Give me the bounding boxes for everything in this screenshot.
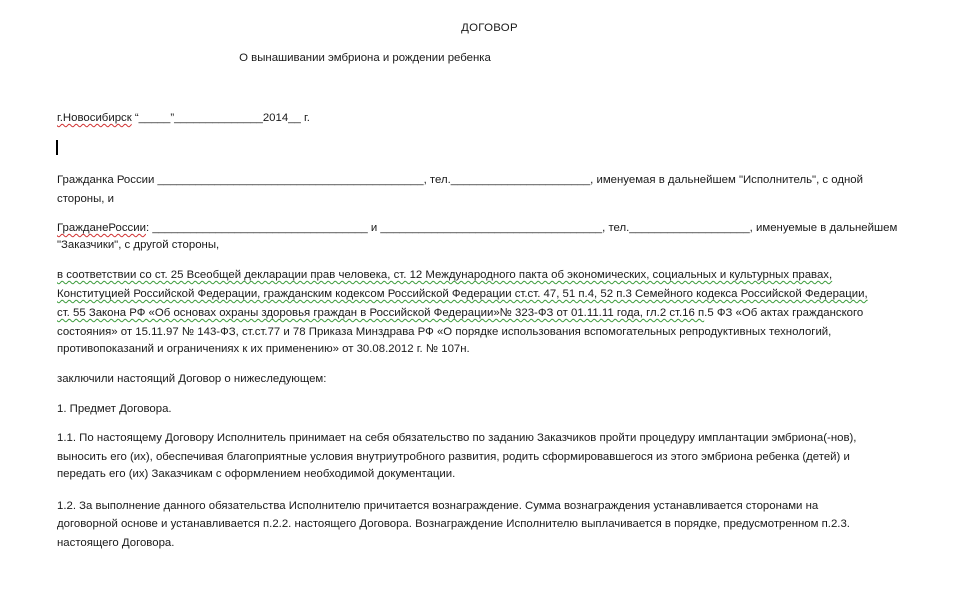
legal-basis-line3 xyxy=(57,305,863,321)
party1-line1: Гражданка России __________________________________________, тел.______________________, именуемая в дальнейшем "Исполнитель", с одной xyxy=(57,174,863,186)
section1-heading: 1. Предмет Договора. xyxy=(57,403,172,415)
city-date-line xyxy=(57,110,310,126)
document-subtitle: О вынашивании эмбриона и рождении ребенка xyxy=(239,52,491,64)
legal-basis-line5: противопоказаний и ограничениях к их применению» от 30.08.2012 г. № 107н. xyxy=(57,343,470,355)
clause-1-1-line3: передать его (их) Заказчикам с оформлением необходимой документации. xyxy=(57,468,456,480)
city-name: г.Новосибирск xyxy=(57,112,132,124)
legal-basis-line2-text: Конституцией Российской Федерации, гражданским кодексом Российской Федерации ст.ст. 47, 51 п.4, 52 п.3 Семейного кодекса Российской Федерации, xyxy=(57,288,868,300)
legal-basis-line4: состояния» от 15.11.97 № 143-ФЗ, ст.ст.77 и 78 Приказа Минздрава РФ «О порядке использования вспомогательных репродуктивных технологий, xyxy=(57,326,832,338)
text-cursor xyxy=(56,140,58,155)
party2-blanks: : __________________________________ и ___________________________________, тел.___________________, именуемые в дальнейшем xyxy=(145,222,898,234)
legal-basis-line1-text: в соответствии со ст. 25 Всеобщей декларации прав человека, ст. 12 Международного пакта об экономических, социальных и культурных правах, xyxy=(57,269,833,281)
legal-basis-line3-underlined: ст. 55 Закона РФ «Об основах охраны здоровья граждан в Российской Федерации»№ 323-ФЗ от 01.11.11 года, гл.2 ст.16 п xyxy=(57,307,705,319)
party1-line2: стороны, и xyxy=(57,193,114,205)
document-title: ДОГОВОР xyxy=(461,22,518,34)
clause-1-2-line1: 1.2. За выполнение данного обязательства Исполнителю причитается вознаграждение. Сумма вознаграждения устанавливается сторонами на xyxy=(57,500,819,512)
date-blanks: “_____”______________2014__ г. xyxy=(131,112,310,124)
legal-basis-line3-rest: .5 ФЗ «Об актах гражданского xyxy=(704,307,864,319)
clause-1-1-line1: 1.1. По настоящему Договору Исполнитель принимает на себя обязательство по заданию Заказчиков пройти процедуру имплантации эмбриона(-нов), xyxy=(57,432,857,444)
party2-line1 xyxy=(57,220,897,236)
clause-1-1-line2: выносить его (их), обеспечивая благоприятные условия внутриутробного развития, родить сформировавшегося из этого эмбриона ребенка (детей) и xyxy=(57,451,850,463)
clause-1-2-line3: настоящего Договора. xyxy=(57,537,175,549)
party2-line2: "Заказчики", с другой стороны, xyxy=(57,239,220,251)
clause-1-2-line2: договорной основе и устанавливается п.2.2. настоящего Договора. Вознаграждение Исполнителю выплачивается в порядке, предусмотренном п.2.3. xyxy=(57,518,850,530)
legal-basis-line2 xyxy=(57,286,868,302)
party2-label: ГражданеРоссии xyxy=(57,222,146,234)
concluded-line: заключили настоящий Договор о нижеследующем: xyxy=(57,373,327,385)
legal-basis-line1 xyxy=(57,267,832,283)
